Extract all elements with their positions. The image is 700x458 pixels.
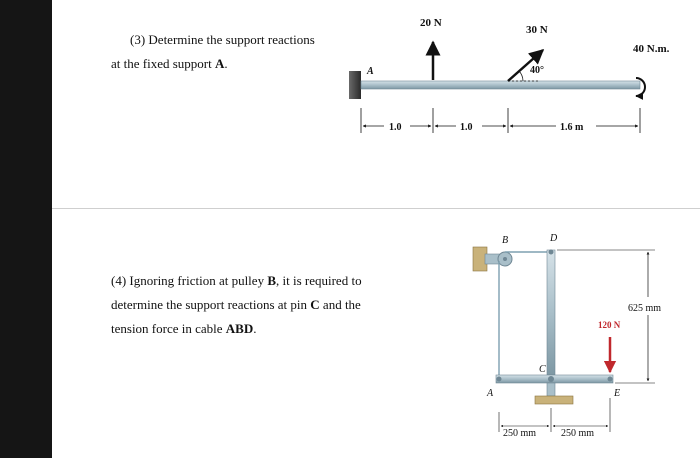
problem4-line3-post: . xyxy=(253,321,257,336)
moment-label: 40 N.m. xyxy=(633,43,670,55)
pin-c xyxy=(548,376,554,382)
problem4-line1-post: , it is required to xyxy=(276,273,362,288)
label-b: B xyxy=(502,235,509,246)
label-a: A xyxy=(487,388,494,399)
pin-support-post xyxy=(547,383,555,396)
problem4-line1-pre: (4) Ignoring friction at pulley xyxy=(111,273,268,288)
problem3-line2-pre: at the fixed support xyxy=(111,56,215,71)
pin-a xyxy=(497,377,502,382)
dimension-3: 1.6 m xyxy=(560,122,584,133)
label-d: D xyxy=(550,233,558,244)
height-625mm-label: 625 mm xyxy=(628,303,662,314)
pin-d xyxy=(549,250,554,255)
bar-ae xyxy=(496,375,613,383)
dim-250mm-left: 250 mm xyxy=(503,428,537,439)
angle-label: 40° xyxy=(530,65,544,76)
label-e: E xyxy=(614,388,621,399)
dimension-2: 1.0 xyxy=(460,122,473,133)
pin-support-base xyxy=(535,396,573,404)
pin-e xyxy=(608,377,613,382)
force-120n-label: 120 N xyxy=(598,320,621,330)
problem4-line1-bold: B xyxy=(267,273,276,288)
problem3-line2-bold: A xyxy=(214,56,225,71)
problem3-line2-post: . xyxy=(224,56,228,71)
problem4-line3-pre: tension force in cable xyxy=(111,321,226,336)
member-dc xyxy=(547,250,555,375)
dim-250mm-right: 250 mm xyxy=(561,428,595,439)
force-30n-label: 30 N xyxy=(526,24,548,36)
problem4-line2-bold: C xyxy=(310,297,320,312)
pulley-b-hub xyxy=(503,257,507,261)
dimension-1: 1.0 xyxy=(389,122,402,133)
height-dimension xyxy=(557,250,655,383)
problem4-line3-bold: ABD xyxy=(225,321,254,336)
force-20n-label: 20 N xyxy=(420,17,442,29)
support-label-a: A xyxy=(367,66,374,77)
label-c: C xyxy=(539,364,546,375)
problem4-line2-post: and the xyxy=(319,297,361,312)
problem4-line2-pre: determine the support reactions at pin xyxy=(111,297,311,312)
problem3-line1-text: (3) Determine the support reactions xyxy=(130,32,315,47)
